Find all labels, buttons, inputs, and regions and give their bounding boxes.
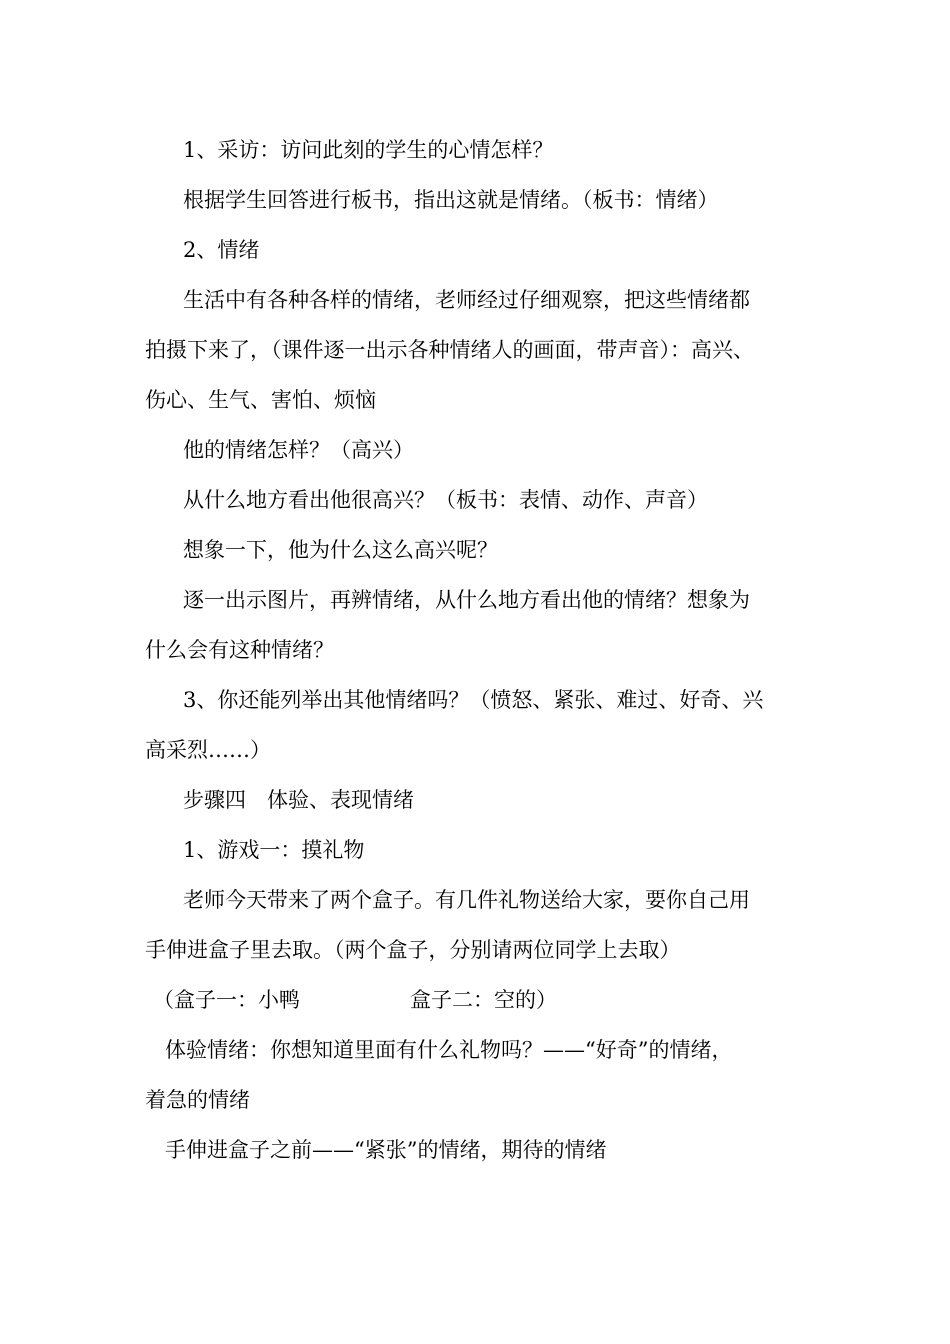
text-line: 手伸进盒子之前——“紧张”的情绪，期待的情绪 xyxy=(165,1138,607,1162)
text-line: 根据学生回答进行板书，指出这就是情绪。（板书：情绪） xyxy=(183,188,719,212)
paragraph-6 xyxy=(145,475,815,525)
text-line: 什么会有这种情绪？ xyxy=(145,638,334,662)
text-line: 老师今天带来了两个盒子。有几件礼物送给大家，要你自己用 xyxy=(183,888,750,912)
text-line: 伤心、生气、害怕、烦恼 xyxy=(145,388,376,412)
paragraph-14-line-1 xyxy=(145,1025,815,1075)
paragraph-8-line-1 xyxy=(145,575,815,625)
paragraph-3 xyxy=(145,225,815,275)
text-line: 生活中有各种各样的情绪，老师经过仔细观察，把这些情绪都 xyxy=(183,288,750,312)
paragraph-9-line-1 xyxy=(145,675,815,725)
paragraph-7 xyxy=(145,525,815,575)
paragraph-4-line-3 xyxy=(145,375,815,425)
paragraph-12-line-2 xyxy=(145,925,815,975)
text-line: 高采烈……） xyxy=(145,738,271,762)
paragraph-9-line-2 xyxy=(145,725,815,775)
box-two-text: 盒子二：空的） xyxy=(410,988,557,1012)
text-line: 他的情绪怎样？（高兴） xyxy=(183,438,414,462)
text-line: 1、游戏一：摸礼物 xyxy=(183,838,365,862)
paragraph-14-line-2 xyxy=(145,1075,815,1125)
text-line: 拍摄下来了，（课件逐一出示各种情绪人的画面，带声音）：高兴、 xyxy=(145,338,754,362)
text-line: 2、情绪 xyxy=(183,238,260,262)
paragraph-2 xyxy=(145,175,815,225)
paragraph-8-line-2 xyxy=(145,625,815,675)
paragraph-5 xyxy=(145,425,815,475)
text-line: 逐一出示图片，再辨情绪，从什么地方看出他的情绪？想象为 xyxy=(183,588,750,612)
text-line: 步骤四 体验、表现情绪 xyxy=(183,788,414,812)
paragraph-15 xyxy=(145,1125,815,1175)
text-line: 手伸进盒子里去取。（两个盒子，分别请两位同学上去取） xyxy=(145,938,681,962)
text-line: 1、采访：访问此刻的学生的心情怎样？ xyxy=(183,138,554,162)
box-one-text: （盒子一：小鸭 xyxy=(153,988,300,1012)
paragraph-12-line-1 xyxy=(145,875,815,925)
paragraph-1 xyxy=(145,125,815,175)
paragraph-11 xyxy=(145,825,815,875)
text-line: 想象一下，他为什么这么高兴呢？ xyxy=(183,538,498,562)
paragraph-13 xyxy=(145,975,815,1025)
text-line: 体验情绪：你想知道里面有什么礼物吗？——“好奇”的情绪， xyxy=(165,1038,733,1062)
text-line: 3、你还能列举出其他情绪吗？（愤怒、紧张、难过、好奇、兴 xyxy=(183,688,764,712)
text-line: 从什么地方看出他很高兴？（板书：表情、动作、声音） xyxy=(183,488,708,512)
section-heading xyxy=(145,775,815,825)
paragraph-4-line-1 xyxy=(145,275,815,325)
paragraph-4-line-2 xyxy=(145,325,815,375)
text-line: 着急的情绪 xyxy=(145,1088,250,1112)
